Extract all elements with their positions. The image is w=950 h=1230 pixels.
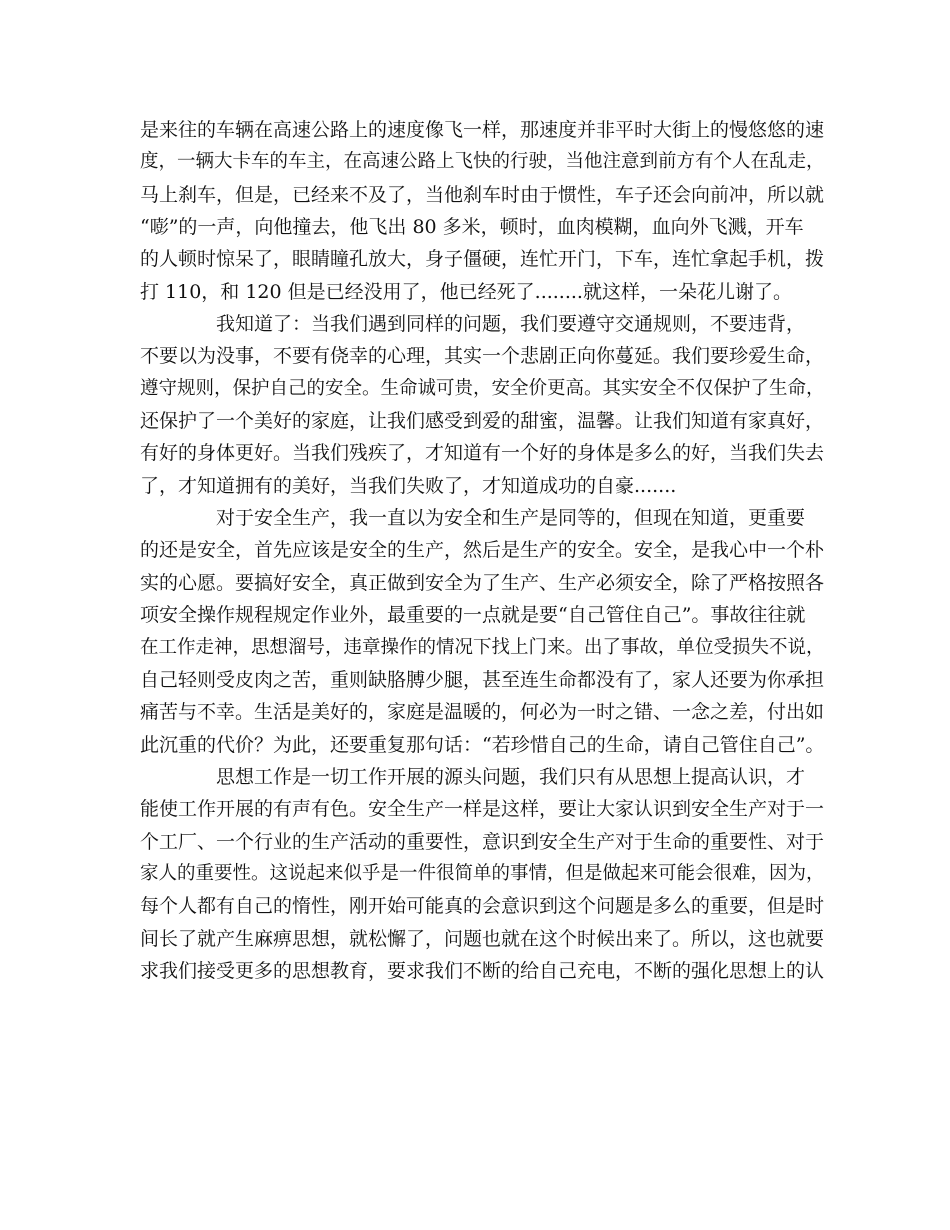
text-line: 间长了就产生麻痹思想，就松懈了，问题也就在这个时候出来了。所以，这也就要 <box>140 927 825 950</box>
text-line: 的人顿时惊呆了，眼睛瞳孔放大，身子僵硬，连忙开门，下车，连忙拿起手机，拨 <box>140 248 825 271</box>
text-line: 痛苦与不幸。生活是美好的，家庭是温暖的，何必为一时之错、一念之差，付出如 <box>140 701 825 724</box>
text-line: 个工厂、一个行业的生产活动的重要性，意识到安全生产对于生命的重要性、对于 <box>140 830 825 853</box>
text-line: 此沉重的代价？为此，还要重复那句话：“若珍惜自己的生命，请自己管住自己”。 <box>140 733 825 756</box>
text-line: 能使工作开展的有声有色。安全生产一样是这样，要让大家认识到安全生产对于一 <box>140 798 825 821</box>
text-line: 不要以为没事，不要有侥幸的心理，其实一个悲剧正向你蔓延。我们要珍爱生命， <box>140 345 825 368</box>
text-line: 是来往的车辆在高速公路上的速度像飞一样，那速度并非平时大街上的慢悠悠的速 <box>140 119 825 141</box>
text-line: 每个人都有自己的惰性，刚开始可能真的会意识到这个问题是多么的重要，但是时 <box>140 895 825 918</box>
text-line: 遵守规则，保护自己的安全。生命诚可贵，安全价更高。其实安全不仅保护了生命， <box>140 377 825 399</box>
document-body-text <box>140 114 830 987</box>
text-line: 打 110，和 120 但是已经没用了，他已经死了........就这样，一朵花儿谢了。 <box>140 280 792 303</box>
text-line: 有好的身体更好。当我们残疾了，才知道有一个好的身体是多么的好，当我们失去 <box>140 442 825 465</box>
text-line: 在工作走神，思想溜号，违章操作的情况下找上门来。出了事故，单位受损失不说， <box>140 636 825 658</box>
paragraph-first-line: 思想工作是一切工作开展的源头问题，我们只有从思想上提高认识，才 <box>216 765 806 788</box>
text-line: 了，才知道拥有的美好，当我们失败了，才知道成功的自豪....... <box>140 474 677 497</box>
text-line: 自己轻则受皮肉之苦，重则缺胳膊少腿，甚至连生命都没有了，家人还要为你承担 <box>140 668 825 691</box>
text-line: 家人的重要性。这说起来似乎是一件很简单的事情，但是做起来可能会很难，因为， <box>140 862 825 884</box>
text-line: 项安全操作规程规定作业外，最重要的一点就是要“自己管住自己”。事故往往就 <box>140 604 806 627</box>
text-line: 的还是安全，首先应该是安全的生产，然后是生产的安全。安全，是我心中一个朴 <box>140 539 825 562</box>
text-line: 实的心愿。要搞好安全，真正做到安全为了生产、生产必须安全，除了严格按照各 <box>140 571 825 594</box>
text-line: 马上刹车，但是，已经来不及了，当他刹车时由于惯性，车子还会向前冲，所以就 <box>140 183 825 206</box>
text-line: “嘭”的一声，向他撞去，他飞出 80 多米，顿时，血肉模糊，血向外飞溅，开车 <box>140 216 804 239</box>
text-line: 度，一辆大卡车的车主，在高速公路上飞快的行驶，当他注意到前方有个人在乱走， <box>140 151 825 173</box>
text-line: 求我们接受更多的思想教育，要求我们不断的给自己充电，不断的强化思想上的认 <box>140 959 825 982</box>
text-line: 还保护了一个美好的家庭，让我们感受到爱的甜蜜，温馨。让我们知道有家真好， <box>140 410 825 433</box>
paragraph-first-line: 我知道了：当我们遇到同样的问题，我们要遵守交通规则，不要违背， <box>216 313 806 336</box>
paragraph-first-line: 对于安全生产，我一直以为安全和生产是同等的，但现在知道，更重要 <box>216 507 806 530</box>
